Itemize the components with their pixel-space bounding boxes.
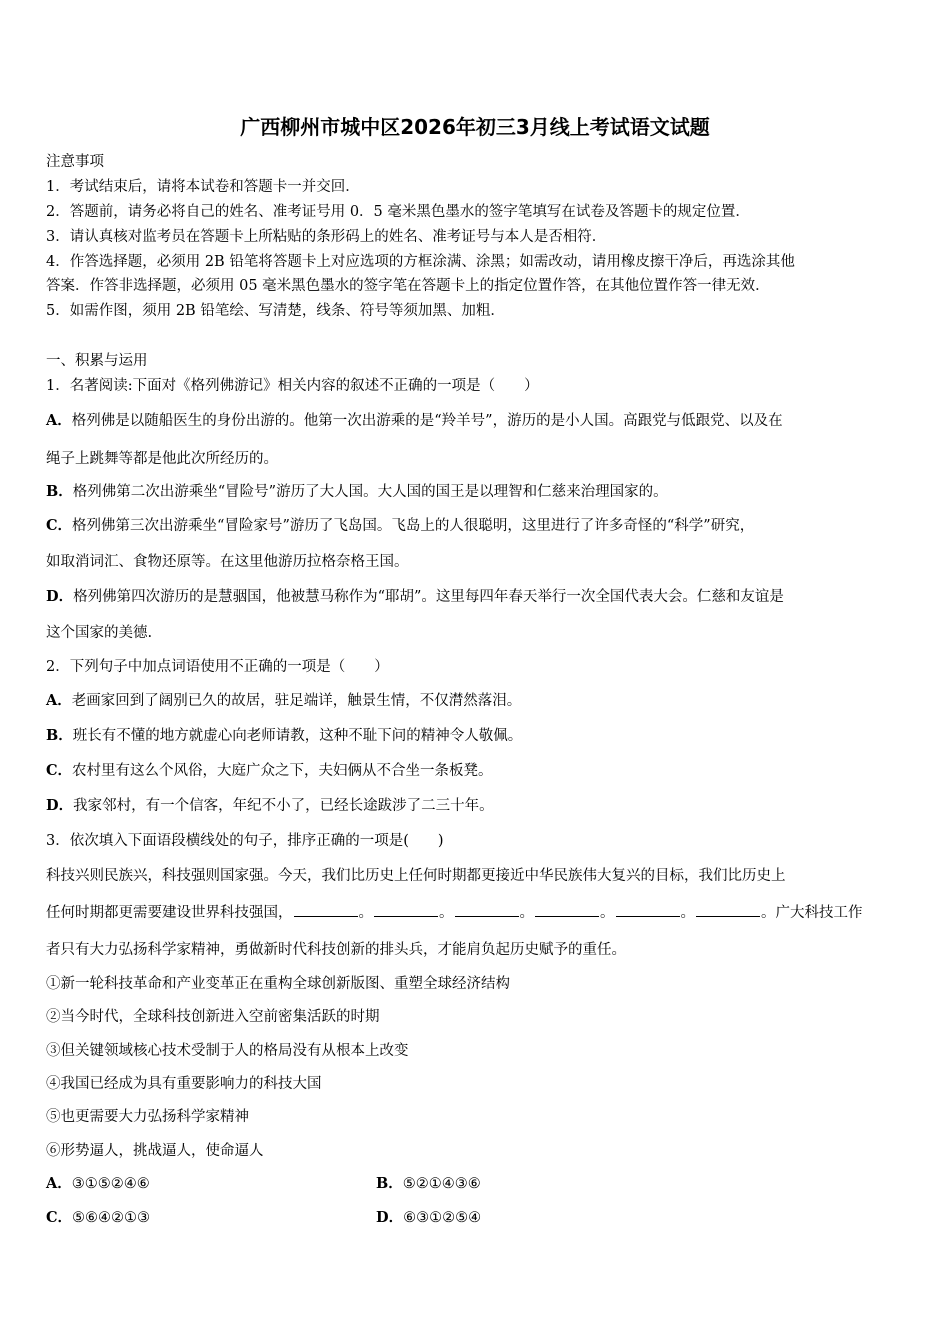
notice-heading: 注意事项 <box>46 154 104 170</box>
q3-option-a <box>46 1174 150 1194</box>
option-text: 格列佛第四次游历的是慧骃国，他被慧马称作为“耶胡”。这里每四年春天举行一次全国代表大会。仁慈和友谊是 <box>73 589 784 605</box>
q1-option-a-cont: 绳子上跳舞等都是他此次所经历的。 <box>46 451 278 467</box>
question-2-stem: 2．下列句子中加点词语使用不正确的一项是（ ） <box>46 659 389 675</box>
question-1-stem: 1．名著阅读:下面对《格列佛游记》相关内容的叙述不正确的一项是（ ） <box>46 378 539 394</box>
q3-option-b <box>376 1174 481 1194</box>
question-3-stem: 3．依次填入下面语段横线处的句子，排序正确的一项是( ) <box>46 833 444 849</box>
option-text: ③①⑤②④⑥ <box>71 1176 150 1192</box>
option-text: 农村里有这么个风俗，大庭广众之下，夫妇俩从不合坐一条板凳。 <box>72 763 493 779</box>
q3-item: ⑥形势逼人，挑战逼人，使命逼人 <box>46 1143 264 1159</box>
q2-option-d <box>46 796 494 816</box>
q3-item: ③但关键领域核心技术受制于人的格局没有从根本上改变 <box>46 1043 409 1059</box>
option-label: D． <box>46 588 74 605</box>
option-text: 格列佛是以随船医生的身份出游的。他第一次出游乘的是“羚羊号”，游历的是小人国。高跟党与低跟党、以及在 <box>71 413 783 429</box>
page-title: 广西柳州市城中区2026年初三3月线上考试语文试题 <box>240 115 710 139</box>
option-label: B． <box>46 483 73 500</box>
option-label: D． <box>376 1209 404 1226</box>
q1-option-c <box>46 516 754 536</box>
q1-option-c-cont: 如取消词汇、食物还原等。在这里他游历拉格奈格王国。 <box>46 554 409 570</box>
q3-passage: 科技兴则民族兴，科技强则国家强。今天，我们比历史上任何时期都更接近中华民族伟大复兴的目标，我们比历史上 <box>46 868 786 884</box>
option-label: D． <box>46 797 74 814</box>
separator: 。 <box>519 905 534 921</box>
option-text: ⑤⑥④②①③ <box>72 1210 151 1226</box>
separator: 。 <box>600 905 615 921</box>
option-label: A． <box>46 1175 72 1192</box>
q3-passage-text: 。广大科技工作 <box>761 905 863 921</box>
q2-option-c <box>46 761 493 781</box>
separator: 。 <box>358 905 373 921</box>
q1-option-d <box>46 587 784 607</box>
q3-item: ①新一轮科技革命和产业变革正在重构全球创新版图、重塑全球经济结构 <box>46 976 510 992</box>
separator: 。 <box>680 905 695 921</box>
notice-item: 2．答题前，请务必将自己的姓名、准考证号用 0．5 毫米黑色墨水的签字笔填写在试卷及答题卡的规定位置． <box>46 204 750 220</box>
fill-blank <box>294 904 358 917</box>
option-label: C． <box>46 517 73 534</box>
option-text: 班长有不懂的地方就虚心向老师请教，这种不耻下问的精神令人敬佩。 <box>72 728 523 744</box>
separator: 。 <box>439 905 454 921</box>
q1-option-a <box>46 411 783 431</box>
q3-passage <box>46 903 863 923</box>
option-label: C． <box>46 762 73 779</box>
notice-item: 4．作答选择题，必须用 2B 铅笔将答题卡上对应选项的方框涂满、涂黑；如需改动，请用橡皮擦干净后，再选涂其他 <box>46 254 795 270</box>
section-heading: 一、积累与运用 <box>46 353 148 369</box>
option-text: 格列佛第三次出游乘坐“冒险家号”游历了飞岛国。飞岛上的人很聪明，这里进行了许多奇怪的“科学”研究， <box>72 518 755 534</box>
fill-blank <box>616 904 680 917</box>
notice-item: 答案．作答非选择题，必须用 05 毫米黑色墨水的签字笔在答题卡上的指定位置作答，在其他位置作答一律无效． <box>46 278 770 294</box>
q3-passage: 者只有大力弘扬科学家精神，勇做新时代科技创新的排头兵，才能肩负起历史赋予的重任。 <box>46 942 626 958</box>
option-label: C． <box>46 1209 73 1226</box>
option-label: B． <box>46 727 73 744</box>
notice-item: 5．如需作图，须用 2B 铅笔绘、写清楚，线条、符号等须加黑、加粗． <box>46 303 505 319</box>
notice-item: 3．请认真核对监考员在答题卡上所粘贴的条形码上的姓名、准考证号与本人是否相符． <box>46 229 607 245</box>
q3-item: ⑤也更需要大力弘扬科学家精神 <box>46 1109 249 1125</box>
option-text: ⑤②①④③⑥ <box>402 1176 481 1192</box>
q3-item: ④我国已经成为具有重要影响力的科技大国 <box>46 1076 322 1092</box>
q2-option-a <box>46 691 521 711</box>
q3-passage-text: 任何时期都更需要建设世界科技强国， <box>46 905 293 921</box>
q1-option-b <box>46 482 668 502</box>
fill-blank <box>696 904 760 917</box>
option-text: 格列佛第二次出游乘坐“冒险号”游历了大人国。大人国的国王是以理智和仁慈来治理国家的。 <box>72 484 668 500</box>
q1-option-d-cont: 这个国家的美德. <box>46 625 153 641</box>
fill-blank <box>374 904 438 917</box>
option-label: A． <box>46 692 72 709</box>
fill-blank <box>455 904 519 917</box>
option-label: B． <box>376 1175 403 1192</box>
q3-item: ②当今时代，全球科技创新进入空前密集活跃的时期 <box>46 1009 380 1025</box>
q3-option-d <box>376 1208 481 1228</box>
option-text: ⑥③①②⑤④ <box>403 1210 482 1226</box>
option-label: A． <box>46 412 72 429</box>
q3-option-c <box>46 1208 150 1228</box>
fill-blank <box>535 904 599 917</box>
q2-option-b <box>46 726 522 746</box>
notice-item: 1．考试结束后，请将本试卷和答题卡一并交回． <box>46 179 360 195</box>
option-text: 老画家回到了阔别已久的故居，驻足端详，触景生情，不仅潸然落泪。 <box>71 693 522 709</box>
option-text: 我家邻村，有一个信客，年纪不小了，已经长途跋涉了二三十年。 <box>73 798 494 814</box>
